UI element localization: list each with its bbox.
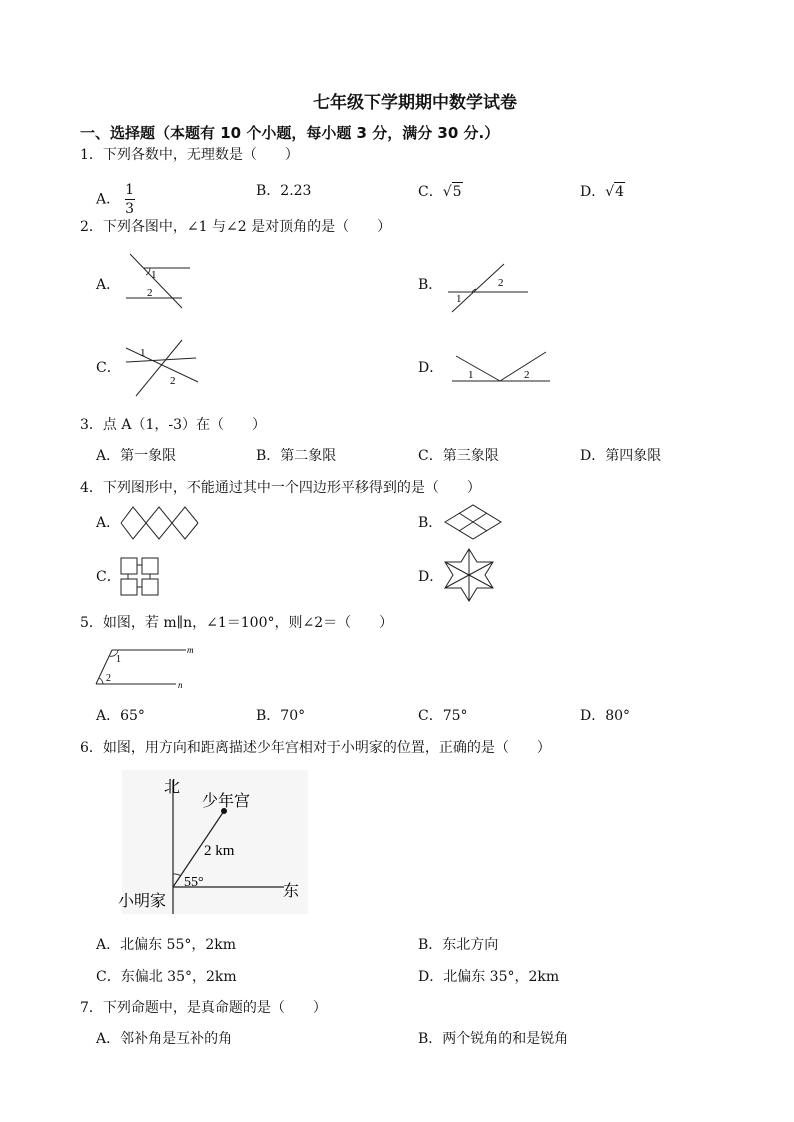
q5-option-b[interactable]: B．70° <box>256 708 306 724</box>
target-label: 少年宫 <box>202 793 251 810</box>
option-text: 2.23 <box>280 183 312 199</box>
q7-stem: 7．下列命题中，是真命题的是（ ） <box>80 1000 327 1016</box>
q1-option-c[interactable] <box>418 182 463 201</box>
q2-figure-c <box>120 336 202 398</box>
q3-option-b[interactable]: B．第二象限 <box>256 448 337 464</box>
sqrt: √ 5 <box>442 184 462 200</box>
origin-label: 小明家 <box>118 893 167 910</box>
angle-1-label: 1 <box>468 369 474 381</box>
q7-option-a[interactable]: A．邻补角是互补的角 <box>96 1031 233 1047</box>
angle-1-label: 1 <box>456 293 462 305</box>
angle-1-label: 1 <box>116 654 121 665</box>
angle-1-label: 1 <box>151 269 157 281</box>
q1-option-a[interactable] <box>96 182 135 217</box>
section-heading: 一、选择题（本题有 10 个小题，每小题 3 分，满分 30 分.） <box>80 124 500 142</box>
q2-figure-d <box>450 350 552 386</box>
q5-figure <box>94 644 204 692</box>
q6-option-d[interactable]: D．北偏东 35°，2km <box>418 969 560 985</box>
angle-label: 55° <box>184 875 204 890</box>
denominator: 3 <box>125 201 135 217</box>
option-label: B． <box>256 183 281 199</box>
q1-stem: 1．下列各数中，无理数是（ ） <box>80 147 299 163</box>
q4-figure-b <box>444 504 504 540</box>
q2-option-c-label[interactable]: C． <box>96 360 121 376</box>
north-label: 北 <box>164 779 181 796</box>
angle-2-label: 2 <box>524 369 530 381</box>
line-m-label: m <box>187 645 194 655</box>
distance-label: 2 km <box>204 843 235 859</box>
q1-option-b[interactable] <box>256 182 311 200</box>
q4-option-b-label[interactable]: B． <box>418 515 443 531</box>
q2-option-b-label[interactable]: B． <box>418 277 443 293</box>
option-label: A． <box>96 191 121 208</box>
q4-figure-c <box>120 557 160 597</box>
q4-stem: 4．下列图形中，不能通过其中一个四边形平移得到的是（ ） <box>80 480 481 496</box>
q4-option-a-label[interactable]: A． <box>96 515 121 531</box>
q3-option-a[interactable]: A．第一象限 <box>96 448 177 464</box>
angle-2-label: 2 <box>147 287 153 299</box>
line-n-label: n <box>178 680 183 690</box>
angle-2-label: 2 <box>106 673 111 684</box>
q6-option-c[interactable]: C．东偏北 35°，2km <box>96 969 237 985</box>
sqrt: √ 4 <box>605 184 625 200</box>
q4-figure-a <box>120 506 200 540</box>
q6-option-a[interactable]: A．北偏东 55°，2km <box>96 937 237 953</box>
page-title: 七年级下学期期中数学试卷 <box>313 93 517 113</box>
q3-stem: 3．点 A（1，-3）在（ ） <box>80 417 267 433</box>
q6-option-b[interactable]: B．东北方向 <box>418 937 499 953</box>
q6-direction-figure <box>112 770 308 918</box>
q2-figure-a <box>120 250 200 310</box>
q6-stem: 6．如图，用方向和距离描述少年宫相对于小明家的位置，正确的是（ ） <box>80 740 551 756</box>
q3-option-d[interactable]: D．第四象限 <box>580 448 662 464</box>
q3-option-c[interactable]: C．第三象限 <box>418 448 499 464</box>
angle-2-label: 2 <box>498 277 504 289</box>
q5-option-a[interactable]: A．65° <box>96 708 145 724</box>
option-label: C． <box>418 184 443 200</box>
east-label: 东 <box>283 883 300 900</box>
q5-option-d[interactable]: D．80° <box>580 708 631 724</box>
q7-option-b[interactable]: B．两个锐角的和是锐角 <box>418 1031 569 1047</box>
q2-stem: 2．下列各图中，∠1 与∠2 是对顶角的是（ ） <box>80 219 392 235</box>
q5-stem: 5．如图，若 m∥n，∠1＝100°，则∠2＝（ ） <box>80 615 394 631</box>
numerator: 1 <box>125 182 135 198</box>
q1-option-d[interactable] <box>580 182 625 201</box>
angle-2-label: 2 <box>170 375 176 387</box>
q4-figure-d <box>443 548 495 602</box>
angle-1-label: 1 <box>140 347 146 359</box>
q2-option-d-label[interactable]: D． <box>418 360 444 376</box>
q4-option-d-label[interactable]: D． <box>418 569 444 585</box>
q5-option-c[interactable]: C．75° <box>418 708 468 724</box>
q4-option-c-label[interactable]: C． <box>96 569 121 585</box>
q2-figure-b <box>444 258 534 314</box>
fraction <box>125 182 135 217</box>
q2-option-a-label[interactable]: A． <box>96 277 121 293</box>
option-label: D． <box>580 184 606 200</box>
